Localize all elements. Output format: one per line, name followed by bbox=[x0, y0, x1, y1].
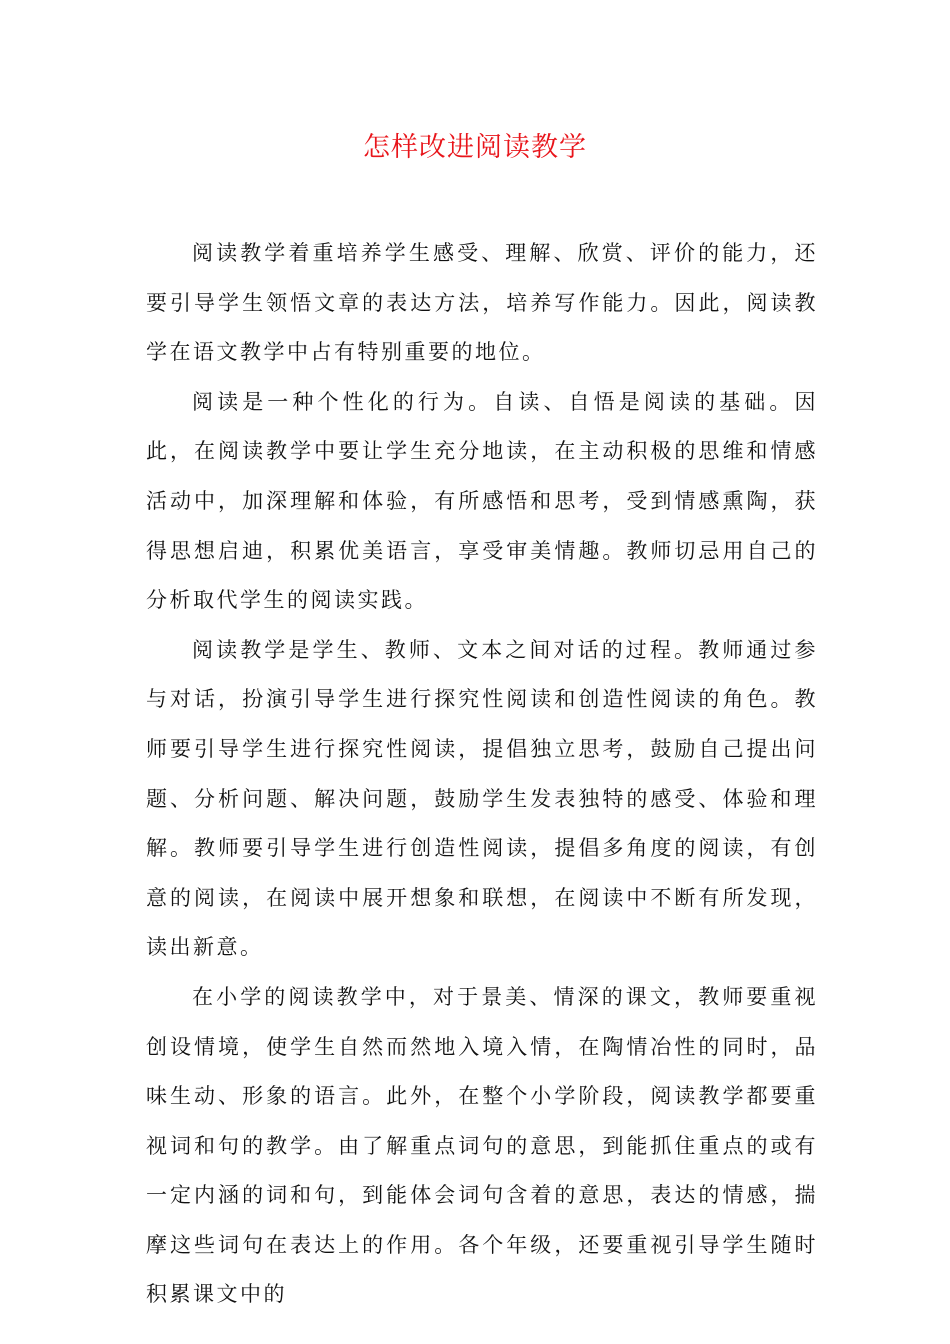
paragraph-1: 阅读教学着重培养学生感受、理解、欣赏、评价的能力，还要引导学生领悟文章的表达方法，培养写作能力。因此，阅读教学在语文教学中占有特别重要的地位。 bbox=[146, 241, 818, 365]
paragraph-2: 阅读是一种个性化的行为。自读、自悟是阅读的基础。因此，在阅读教学中要让学生充分地读，在主动积极的思维和情感活动中，加深理解和体验，有所感悟和思考，受到情感熏陶，获得思想启迪，积累优美语言，享受审美情趣。教师切忌用自己的分析取代学生的阅读实践。 bbox=[146, 389, 818, 613]
paragraph-4: 在小学的阅读教学中，对于景美、情深的课文，教师要重视创设情境，使学生自然而然地入境入情，在陶情冶性的同时，品味生动、形象的语言。此外，在整个小学阶段，阅读教学都要重视词和句的教学。由了解重点词句的意思，到能抓住重点的或有一定内涵的词和句，到能体会词句含着的意思，表达的情感，揣摩这些词句在表达上的作用。各个年级，还要重视引导学生随时积累课文中的 bbox=[146, 984, 818, 1307]
document-body bbox=[146, 229, 818, 1320]
document-title: 怎样改进阅读教学 bbox=[363, 132, 587, 163]
paragraph-3: 阅读教学是学生、教师、文本之间对话的过程。教师通过参与对话，扮演引导学生进行探究性阅读和创造性阅读的角色。教师要引导学生进行探究性阅读，提倡独立思考，鼓励自己提出问题、分析问题、解决问题，鼓励学生发表独特的感受、体验和理解。教师要引导学生进行创造性阅读，提倡多角度的阅读，有创意的阅读，在阅读中展开想象和联想，在阅读中不断有所发现，读出新意。 bbox=[146, 637, 818, 960]
